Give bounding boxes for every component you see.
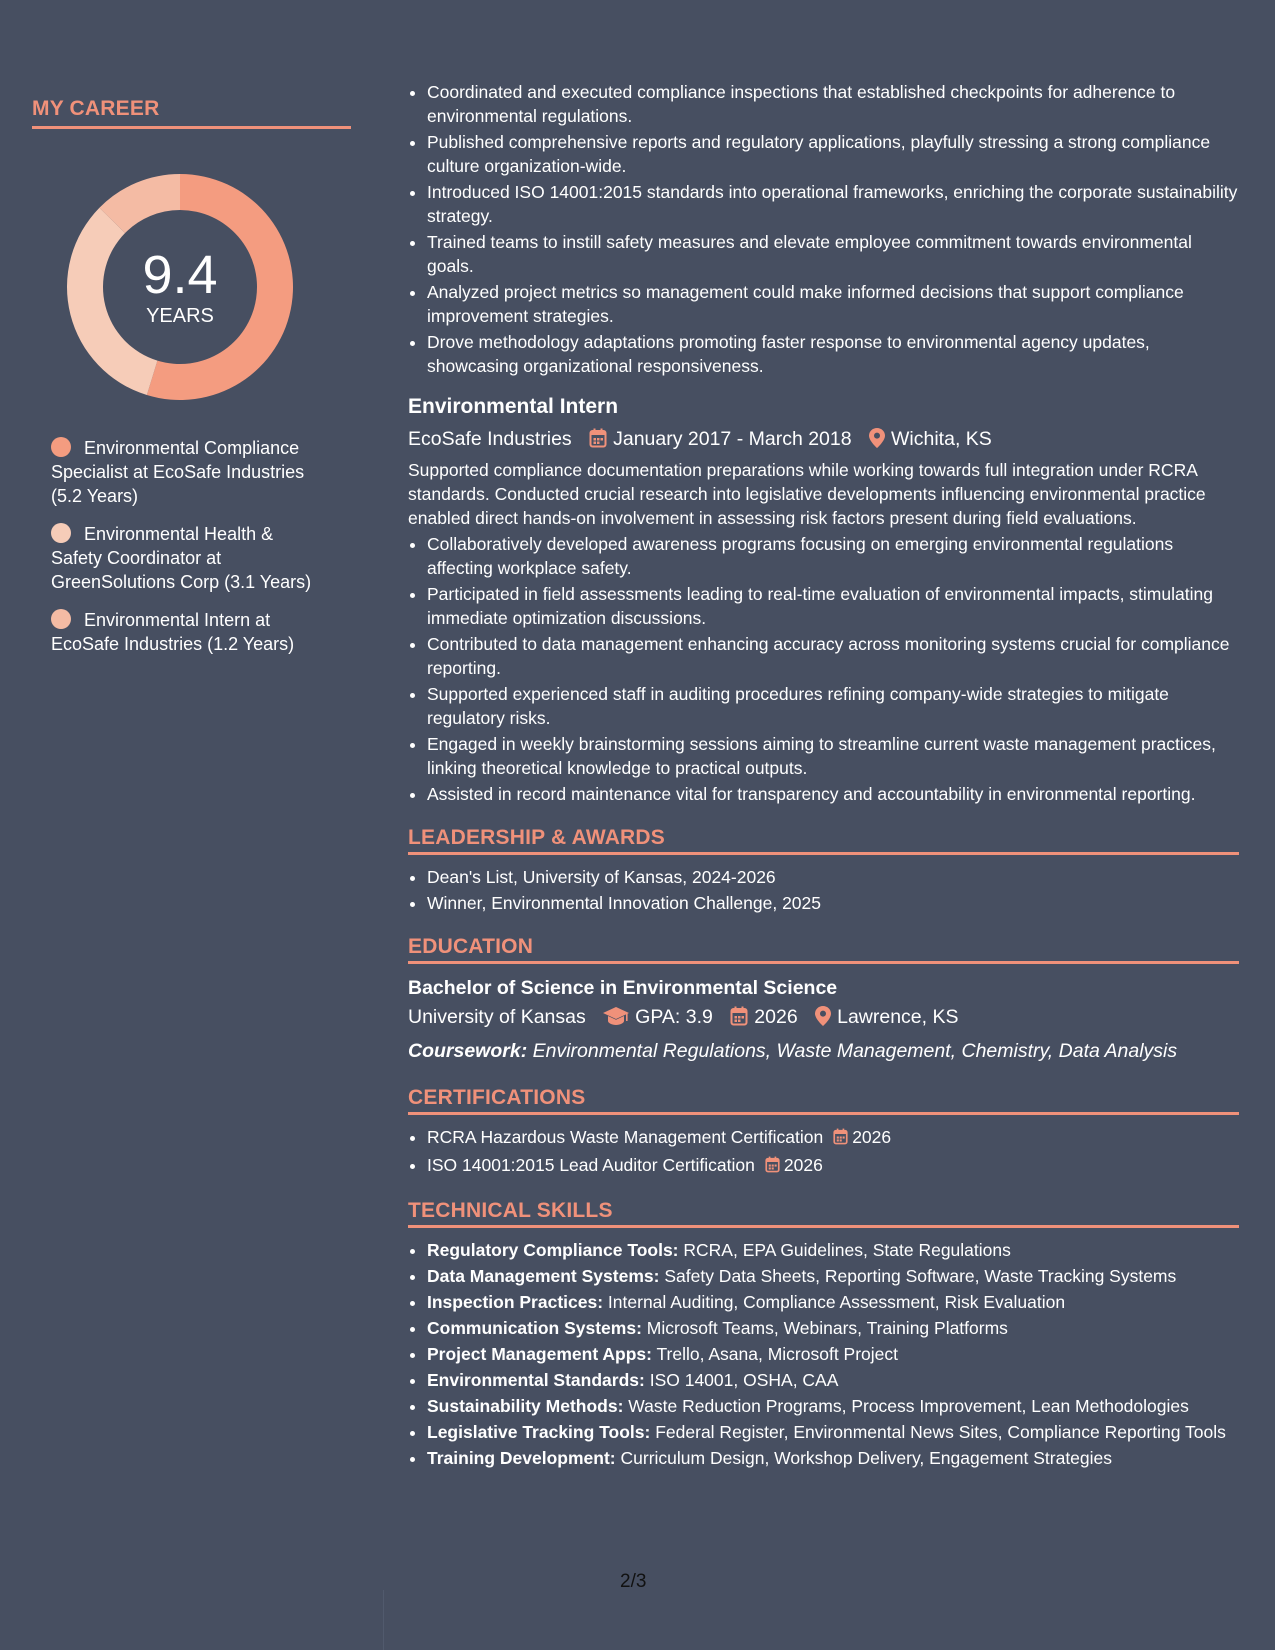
skill-value: Curriculum Design, Workshop Delivery, Engagement Strategies (620, 1448, 1113, 1468)
list-item: • Coordinated and executed compliance inspections that established checkpoints for adherence to environmental regulations. (427, 80, 1239, 128)
career-years-unit: YEARS (146, 305, 214, 327)
skill-value: Trello, Asana, Microsoft Project (656, 1344, 899, 1364)
list-item: • Drove methodology adaptations promoting faster response to environmental agency updates, showcasing organizational responsiveness. (427, 330, 1239, 378)
legend-item (51, 436, 326, 508)
cert-name: ISO 14001:2015 Lead Auditor Certification (427, 1155, 755, 1175)
map-pin-icon (869, 428, 885, 448)
list-item (427, 1125, 1239, 1151)
skill-label: Sustainability Methods: (427, 1396, 624, 1416)
list-item: • Published comprehensive reports and regulatory applications, playfully stressing a strong compliance culture organization-wide. (427, 130, 1239, 178)
list-item: • Participated in field assessments leading to real-time evaluation of environmental impacts, stimulating immediate optimization discussions. (427, 582, 1239, 630)
education-meta (408, 1002, 1239, 1032)
skill-label: Communication Systems: (427, 1318, 642, 1338)
school-name: University of Kansas (408, 1006, 586, 1028)
calendar-icon (589, 428, 607, 448)
skills-list (408, 1238, 1239, 1470)
list-item: • Contributed to data management enhancing accuracy across monitoring systems crucial for compliance reporting. (427, 632, 1239, 680)
skill-item (427, 1420, 1239, 1444)
list-item: • Dean's List, University of Kansas, 2024-2026 (427, 865, 1239, 889)
job-dates: January 2017 - March 2018 (613, 428, 852, 450)
skill-value: RCRA, EPA Guidelines, State Regulations (683, 1240, 1011, 1260)
job-location: Wichita, KS (891, 428, 992, 450)
cert-year: 2026 (852, 1127, 892, 1147)
cert-name: RCRA Hazardous Waste Management Certification (427, 1127, 824, 1147)
job-title: Environmental Intern (408, 395, 619, 418)
skill-label: Regulatory Compliance Tools: (427, 1240, 679, 1260)
coursework-list: Environmental Regulations, Waste Management, Chemistry, Data Analysis (532, 1040, 1178, 1062)
certifications-list (408, 1125, 1239, 1179)
skill-item (427, 1264, 1239, 1288)
list-item: • Analyzed project metrics so management could make informed decisions that support compliance improvement strategies. (427, 280, 1239, 328)
job-summary: Supported compliance documentation preparations while working towards full integration under RCRA standards. Conducted crucial research into legislative developments influencing environmental practice enabled direct hands-on involvement in assessing risk factors present during field evaluations. (408, 460, 1206, 528)
list-item: • Assisted in record maintenance vital for transparency and accountability in environmental reporting. (427, 782, 1239, 806)
skill-value: Waste Reduction Programs, Process Improvement, Lean Methodologies (628, 1396, 1189, 1416)
list-item: • Winner, Environmental Innovation Challenge, 2025 (427, 891, 1239, 915)
skill-label: Inspection Practices: (427, 1292, 604, 1312)
list-item: • Supported experienced staff in auditing procedures refining company-wide strategies to mitigate regulatory risks. (427, 682, 1239, 730)
legend-dot (51, 437, 71, 457)
skill-label: Training Development: (427, 1448, 616, 1468)
skill-value: Microsoft Teams, Webinars, Training Platforms (646, 1318, 1008, 1338)
column-divider (383, 1590, 384, 1650)
skill-label: Data Management Systems: (427, 1266, 660, 1286)
skill-item (427, 1316, 1239, 1340)
list-item: • Introduced ISO 14001:2015 standards into operational frameworks, enriching the corporate sustainability strategy. (427, 180, 1239, 228)
skill-item (427, 1342, 1239, 1366)
skill-item (427, 1290, 1239, 1314)
donut-center (67, 174, 293, 400)
list-item: • Engaged in weekly brainstorming sessions aiming to streamline current waste management practices, linking theoretical knowledge to practical outputs. (427, 732, 1239, 780)
legend-item (51, 608, 326, 656)
job-company: EcoSafe Industries (408, 428, 572, 450)
calendar-icon (765, 1155, 780, 1179)
list-item: • Collaboratively developed awareness programs focusing on emerging environmental regulations affecting workplace safety. (427, 532, 1239, 580)
graduation-cap-icon (603, 1006, 629, 1026)
legend-dot (51, 609, 71, 629)
coursework (408, 1036, 1239, 1066)
leadership-section-title: LEADERSHIP & AWARDS (408, 826, 1239, 855)
job-meta (408, 424, 1239, 454)
career-legend (51, 436, 326, 656)
skill-label: Environmental Standards: (427, 1370, 645, 1390)
cert-date (765, 1153, 823, 1179)
school-location: Lawrence, KS (837, 1006, 959, 1028)
career-years-value: 9.4 (142, 245, 218, 305)
skill-value: Safety Data Sheets, Reporting Software, Waste Tracking Systems (664, 1266, 1177, 1286)
career-section-title: MY CAREER (32, 97, 351, 129)
cert-date (833, 1125, 891, 1151)
skill-item (427, 1238, 1239, 1262)
career-donut-chart (67, 174, 293, 400)
graduation-year: 2026 (754, 1006, 798, 1028)
skill-label: Project Management Apps: (427, 1344, 652, 1364)
skill-value: ISO 14001, OSHA, CAA (649, 1370, 839, 1390)
previous-job-bullets (408, 80, 1239, 378)
page-indicator: 2/3 (620, 1571, 647, 1592)
list-item (427, 1153, 1239, 1179)
degree-title: Bachelor of Science in Environmental Science (408, 977, 838, 999)
legend-label: Environmental Intern at EcoSafe Industries (1.2 Years) (51, 610, 295, 654)
main-content (408, 80, 1239, 1472)
gpa: GPA: 3.9 (635, 1006, 713, 1028)
map-pin-icon (815, 1006, 831, 1026)
calendar-icon (730, 1006, 748, 1026)
leadership-list (408, 865, 1239, 915)
skill-value: Federal Register, Environmental News Sites, Compliance Reporting Tools (655, 1422, 1226, 1442)
skills-section-title: TECHNICAL SKILLS (408, 1199, 1239, 1228)
legend-label: Environmental Health & Safety Coordinator at GreenSolutions Corp (3.1 Years) (51, 524, 312, 592)
education-section-title: EDUCATION (408, 935, 1239, 964)
skill-label: Legislative Tracking Tools: (427, 1422, 651, 1442)
legend-label: Environmental Compliance Specialist at EcoSafe Industries (5.2 Years) (51, 438, 305, 506)
calendar-icon (833, 1127, 848, 1151)
skill-item (427, 1368, 1239, 1392)
legend-item (51, 522, 326, 594)
intern-job-bullets (408, 532, 1239, 806)
coursework-label: Coursework: (408, 1040, 528, 1062)
list-item: • Trained teams to instill safety measures and elevate employee commitment towards environmental goals. (427, 230, 1239, 278)
cert-year: 2026 (783, 1155, 823, 1175)
legend-dot (51, 523, 71, 543)
skill-value: Internal Auditing, Compliance Assessment, Risk Evaluation (607, 1292, 1066, 1312)
skill-item (427, 1446, 1239, 1470)
skill-item (427, 1394, 1239, 1418)
certifications-section-title: CERTIFICATIONS (408, 1086, 1239, 1115)
sidebar (32, 97, 351, 670)
